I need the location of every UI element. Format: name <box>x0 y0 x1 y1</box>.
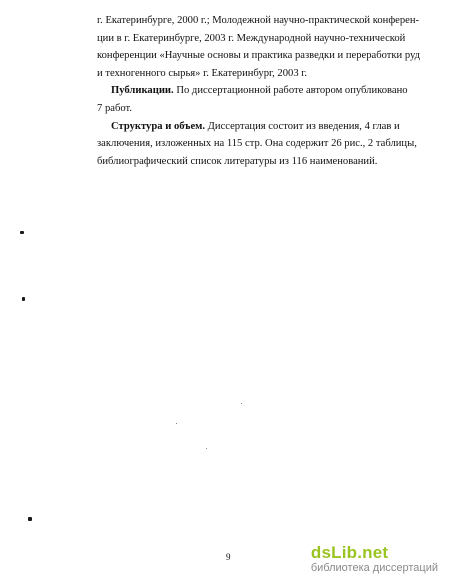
publications-paragraph <box>97 82 408 100</box>
text-line-2: ции в г. Екатеринбурге, 2003 г. Международной научно-технической <box>97 32 406 44</box>
scan-speck <box>22 297 25 301</box>
scan-speck <box>28 517 32 521</box>
scan-speck <box>176 423 177 424</box>
scan-speck <box>20 231 24 234</box>
text-line-3: конференции «Научные основы и практика разведки и переработки руд <box>97 50 421 62</box>
dslib-logo: dsLib.net <box>310 543 389 562</box>
scan-speck <box>241 403 242 404</box>
structure-paragraph <box>97 118 400 136</box>
publications-text-2: 7 работ. <box>97 102 132 114</box>
structure-heading: Структура и объем. <box>111 120 206 132</box>
dslib-watermark[interactable] <box>311 544 438 575</box>
publications-heading: Публикации. <box>111 85 174 97</box>
body-text <box>97 12 421 170</box>
publications-text: По диссертационной работе автором опубликовано <box>173 85 408 97</box>
structure-text-3: библиографический список литературы из 116 наименований. <box>97 155 378 167</box>
text-line-1: г. Екатеринбурге, 2000 г.; Молодежной научно-практической конферен- <box>97 15 420 26</box>
page-number: 9 <box>226 552 231 562</box>
structure-text-2: заключения, изложенных на 115 стр. Она содержит 26 рис., 2 таблицы, <box>97 138 417 150</box>
dslib-subtitle: библиотека диссертаций <box>310 562 438 574</box>
structure-text: Диссертация состоит из введения, 4 глав и <box>205 120 400 132</box>
text-line-4: и техногенного сырья» г. Екатеринбург, 2003 г. <box>97 67 308 79</box>
scan-speck <box>206 448 207 449</box>
